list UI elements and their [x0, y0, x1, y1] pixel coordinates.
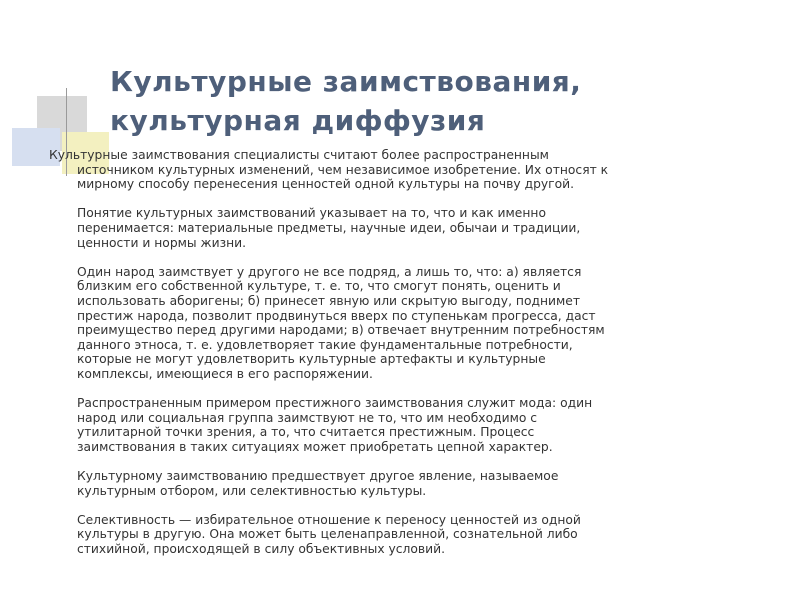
slide-body	[49, 148, 749, 571]
paragraph-4: Распространенным примером престижного заимствования служит мода: один народ или социальная группа заимствуют не то, что им необходимо с утилитарной точки зрения, а то, что считается престижным. Процесс заимствования в таких ситуациях может приобретать цепной характер.	[77, 396, 593, 454]
paragraph-2: Понятие культурных заимствований указывает на то, что и как именно перенимается: материальные предметы, научные идеи, обычаи и традиции, ценности и нормы жизни.	[77, 206, 581, 250]
slide-title: Культурные заимствования, культурная диффузия	[110, 65, 582, 137]
paragraph-3: Один народ заимствует у другого не все подряд, а лишь то, что: а) является близким его собственной культуре, т. е. то, что смогут понять, оценить и использовать аборигены; б) принесет явную или скрытую выгоду, поднимет престиж народа, позволит продвинуться вверх по ступенькам прогресса, даст преимущество перед другими народами; в) отвечает внутренним потребностям данного этноса, т. е. удовлетворяет такие фундаментальные потребности, которые не могут удовлетворить культурные артефакты и культурные комплексы, имеющиеся в его распоряжении.	[77, 264, 605, 381]
paragraph-1: Культурные заимствования специалисты считают более распространенным источником культурных изменений, чем независимое изобретение. Их относят к мирному способу перенесения ценностей одной культуры на почву другой.	[49, 148, 609, 192]
paragraph-5: Культурному заимствованию предшествует другое явление, называемое культурным отбором, или селективностью культуры.	[77, 469, 559, 498]
paragraph-6: Селективность — избирательное отношение к переносу ценностей из одной культуры в другую. Она может быть целенаправленной, сознательной либо стихийной, происходящей в силу объективных условий.	[77, 512, 581, 557]
